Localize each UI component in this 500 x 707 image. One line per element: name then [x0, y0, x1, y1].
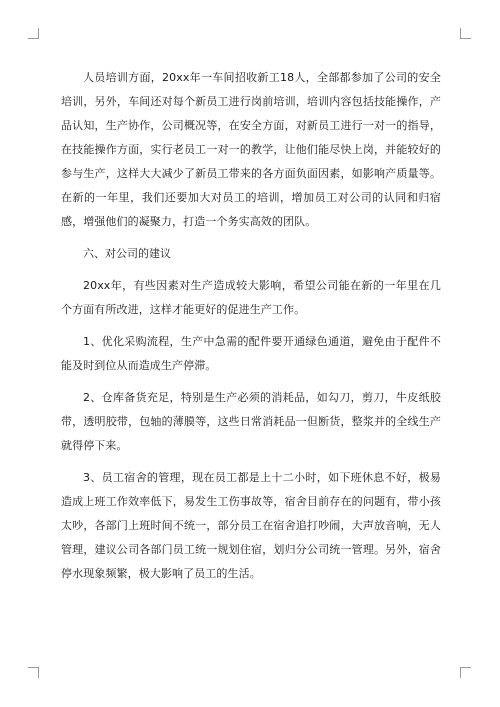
- paragraph-staff-training: 人员培训方面，20xx年一车间招收新工18人，全部都参加了公司的安全培训，另外，车间还对每个新员工进行岗前培训，培训内容包括技能操作，产品认知，生产协作，公司概况等，在安全方面，对新员工进行一对一的指导，在技能操作方面，实行老员工一对一的教学，让他们能尽快上岗，并能较好的参与生产，这样大大减少了新员工带来的各方面负面因素，如影响产质量等。在新的一年里，我们还要加大对员工的培训，增加员工对公司的认同和归宿感，增强他们的凝聚力，打造一个务实高效的团队。: [61, 71, 441, 228]
- page-corner-mark-top-left: [28, 28, 39, 39]
- paragraph-suggestion-dormitory: 3、员工宿舍的管理，现在员工都是上十二小时，如下班休息不好，极易造成上班工作效率低下，易发生工伤事故等，宿舍目前存在的问题有，带小孩太吵，各部门上班时间不统一，部分员工在宿舍追打吵闹，大声放音响，无人管理，建议公司各部门员工统一规划住宿，划归分公司统一管理。另外，宿舍停水现象频繁，极大影响了员工的生活。: [61, 471, 441, 580]
- section-heading-suggestions: 六、对公司的建议: [83, 247, 171, 260]
- paragraph-suggestions-intro: 20xx年，有些因素对生产造成较大影响，希望公司能在新的一年里在几个方面有所改进，这样才能更好的促进生产工作。: [61, 279, 441, 316]
- page-corner-mark-top-right: [460, 28, 471, 39]
- paragraph-suggestion-procurement: 1、优化采购流程，生产中急需的配件要开通绿色通道，避免由于配件不能及时到位从而造成生产停滞。: [61, 335, 441, 372]
- paragraph-suggestion-warehouse: 2、仓库备货充足，特别是生产必须的消耗品，如勾刀，剪刀，牛皮纸胶带，透明胶带，包轴的薄膜等，这些日常消耗品一但断货，整浆并的全线生产就得停下来。: [61, 391, 441, 452]
- document-body: [61, 66, 441, 594]
- page-corner-mark-bottom-left: [28, 667, 39, 678]
- page-corner-mark-bottom-right: [460, 667, 471, 678]
